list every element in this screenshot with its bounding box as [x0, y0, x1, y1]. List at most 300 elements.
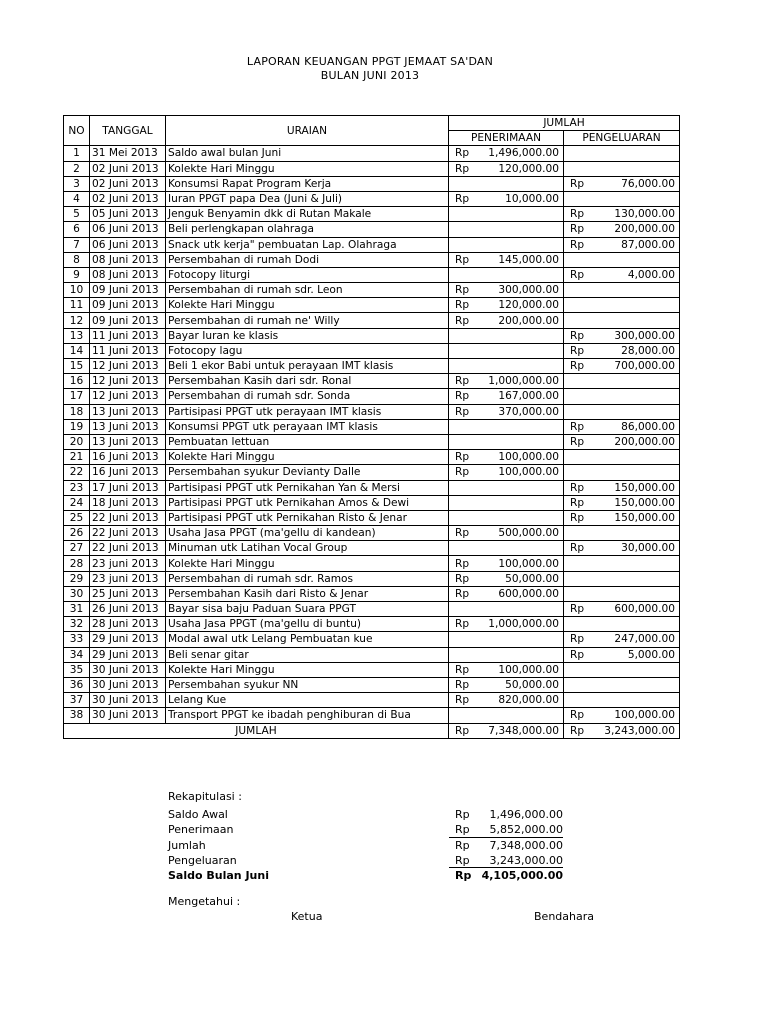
row-date: 12 Juni 2013: [90, 359, 166, 374]
currency-label: Rp: [570, 436, 585, 449]
currency-label: Rp: [455, 853, 470, 867]
row-income-value: 10,000.00: [505, 193, 559, 206]
row-description: Partisipasi PPGT utk Pernikahan Amos & Dewi: [166, 495, 449, 510]
row-date: 16 Juni 2013: [90, 465, 166, 480]
recap-row: [168, 838, 563, 853]
row-description: Persembahan syukur Devianty Dalle: [166, 465, 449, 480]
row-expense: [564, 510, 680, 525]
recap-value: [451, 807, 563, 822]
chair-signature-label: Ketua: [291, 910, 323, 923]
recap-label: Saldo Bulan Juni: [168, 869, 269, 883]
row-income: [449, 267, 564, 282]
row-expense: [564, 267, 680, 282]
currency-label: Rp: [455, 284, 470, 297]
row-number: 26: [64, 526, 90, 541]
table-row: [64, 556, 680, 571]
currency-label: Rp: [455, 466, 470, 479]
currency-label: Rp: [570, 208, 585, 221]
row-description: Partisipasi PPGT utk Pernikahan Yan & Mersi: [166, 480, 449, 495]
row-income-value: 1,000,000.00: [488, 618, 559, 631]
row-expense: [564, 359, 680, 374]
currency-label: Rp: [570, 496, 585, 509]
row-income: [449, 374, 564, 389]
row-number: 27: [64, 541, 90, 556]
total-row: [64, 723, 680, 738]
row-number: 18: [64, 404, 90, 419]
row-date: 09 Juni 2013: [90, 298, 166, 313]
recap-value: [451, 868, 563, 883]
table-row: [64, 237, 680, 252]
row-expense-value: 100,000.00: [614, 709, 676, 722]
recap-label: Penerimaan: [168, 823, 234, 837]
row-description: Persembahan Kasih dari sdr. Ronal: [166, 374, 449, 389]
table-row: [64, 328, 680, 343]
row-expense-value: 28,000.00: [621, 344, 676, 357]
row-expense: [564, 222, 680, 237]
row-date: 23 juni 2013: [90, 571, 166, 586]
row-expense-value: 87,000.00: [621, 238, 676, 251]
row-expense: [564, 252, 680, 267]
row-description: Konsumsi PPGT utk perayaan IMT klasis: [166, 419, 449, 434]
row-number: 22: [64, 465, 90, 480]
row-date: 09 Juni 2013: [90, 283, 166, 298]
row-date: 06 Juni 2013: [90, 237, 166, 252]
row-number: 36: [64, 677, 90, 692]
row-expense-value: 300,000.00: [614, 329, 676, 342]
currency-label: Rp: [570, 329, 585, 342]
row-date: 31 Mei 2013: [90, 146, 166, 161]
row-description: Konsumsi Rapat Program Kerja: [166, 176, 449, 191]
table-row: [64, 708, 680, 723]
row-number: 30: [64, 586, 90, 601]
row-expense: [564, 374, 680, 389]
row-expense-value: 150,000.00: [614, 496, 676, 509]
currency-label: Rp: [570, 223, 585, 236]
row-income-value: 200,000.00: [498, 314, 559, 327]
currency-label: Rp: [570, 268, 585, 281]
row-expense: [564, 313, 680, 328]
row-income: [449, 693, 564, 708]
row-number: 32: [64, 617, 90, 632]
row-description: Pembuatan lettuan: [166, 434, 449, 449]
row-income: [449, 237, 564, 252]
row-income: [449, 708, 564, 723]
row-expense-value: 30,000.00: [621, 542, 676, 555]
currency-label: Rp: [455, 663, 470, 676]
row-expense: [564, 526, 680, 541]
table-row: [64, 662, 680, 677]
currency-label: Rp: [455, 572, 470, 585]
table-row: [64, 632, 680, 647]
row-income: [449, 146, 564, 161]
row-income: [449, 480, 564, 495]
row-income: [449, 647, 564, 662]
row-expense: [564, 283, 680, 298]
row-income: [449, 161, 564, 176]
row-number: 6: [64, 222, 90, 237]
row-income: [449, 328, 564, 343]
row-expense-value: 700,000.00: [614, 360, 676, 373]
known-by-label: Mengetahui :: [168, 895, 241, 908]
report-title: LAPORAN KEUANGAN PPGT JEMAAT SA'DAN: [246, 55, 494, 68]
row-number: 21: [64, 450, 90, 465]
row-income: [449, 677, 564, 692]
row-income-value: 50,000.00: [505, 679, 559, 692]
row-date: 28 Juni 2013: [90, 617, 166, 632]
row-number: 17: [64, 389, 90, 404]
row-income: [449, 343, 564, 358]
row-date: 23 juni 2013: [90, 556, 166, 571]
row-description: Modal awal utk Lelang Pembuatan kue: [166, 632, 449, 647]
row-expense-value: 4,000.00: [627, 268, 676, 281]
currency-label: Rp: [455, 838, 470, 852]
row-income-value: 1,000,000.00: [488, 375, 559, 388]
currency-label: Rp: [570, 344, 585, 357]
row-income-value: 167,000.00: [498, 390, 559, 403]
table-row: [64, 677, 680, 692]
row-number: 15: [64, 359, 90, 374]
row-date: 30 Juni 2013: [90, 693, 166, 708]
currency-label: Rp: [570, 633, 585, 646]
row-income: [449, 252, 564, 267]
currency-label: Rp: [570, 177, 585, 190]
row-income-value: 100,000.00: [498, 451, 559, 464]
table-row: [64, 541, 680, 556]
row-description: Persembahan di rumah Dodi: [166, 252, 449, 267]
row-number: 10: [64, 283, 90, 298]
recap-amount: 3,243,000.00: [489, 853, 563, 867]
currency-label: Rp: [455, 694, 470, 707]
row-description: Partisipasi PPGT utk perayaan IMT klasis: [166, 404, 449, 419]
treasurer-signature-label: Bendahara: [534, 910, 594, 923]
row-expense: [564, 632, 680, 647]
row-number: 8: [64, 252, 90, 267]
row-description: Fotocopy lagu: [166, 343, 449, 358]
row-income: [449, 191, 564, 206]
row-expense: [564, 571, 680, 586]
col-no-header: NO: [64, 116, 90, 146]
row-income: [449, 359, 564, 374]
row-description: Bayar Iuran ke klasis: [166, 328, 449, 343]
row-income: [449, 510, 564, 525]
row-income-value: 820,000.00: [498, 694, 559, 707]
currency-label: Rp: [570, 360, 585, 373]
recap-value: [451, 822, 563, 837]
row-income: [449, 298, 564, 313]
row-description: Beli perlengkapan olahraga: [166, 222, 449, 237]
row-expense: [564, 586, 680, 601]
recap-row: [168, 807, 563, 822]
row-income-value: 370,000.00: [498, 405, 559, 418]
currency-label: Rp: [455, 557, 470, 570]
row-date: 29 Juni 2013: [90, 632, 166, 647]
row-expense-value: 150,000.00: [614, 481, 676, 494]
row-expense: [564, 328, 680, 343]
row-number: 35: [64, 662, 90, 677]
row-description: Jenguk Benyamin dkk di Rutan Makale: [166, 207, 449, 222]
currency-label: Rp: [570, 481, 585, 494]
row-date: 25 Juni 2013: [90, 586, 166, 601]
table-row: [64, 647, 680, 662]
row-income: [449, 313, 564, 328]
total-expense: [564, 723, 680, 738]
recap-section: [168, 789, 563, 883]
row-income: [449, 495, 564, 510]
row-income: [449, 450, 564, 465]
row-expense: [564, 450, 680, 465]
table-row: [64, 146, 680, 161]
currency-label: Rp: [455, 808, 470, 821]
currency-label: Rp: [570, 420, 585, 433]
recap-amount: 1,496,000.00: [489, 808, 563, 821]
table-row: [64, 434, 680, 449]
total-label: JUMLAH: [64, 723, 449, 738]
finance-table: [63, 115, 680, 739]
row-number: 11: [64, 298, 90, 313]
recap-row: [168, 853, 563, 868]
currency-label: Rp: [455, 147, 470, 160]
row-number: 14: [64, 343, 90, 358]
table-row: [64, 374, 680, 389]
currency-label: Rp: [455, 823, 470, 837]
row-income: [449, 222, 564, 237]
row-expense: [564, 343, 680, 358]
row-income: [449, 602, 564, 617]
recap-label: Saldo Awal: [168, 808, 228, 821]
row-date: 26 Juni 2013: [90, 602, 166, 617]
row-income-value: 300,000.00: [498, 284, 559, 297]
row-number: 12: [64, 313, 90, 328]
row-income-value: 100,000.00: [498, 663, 559, 676]
row-expense: [564, 146, 680, 161]
row-description: Usaha Jasa PPGT (ma'gellu di buntu): [166, 617, 449, 632]
row-number: 1: [64, 146, 90, 161]
row-date: 02 Juni 2013: [90, 191, 166, 206]
row-number: 19: [64, 419, 90, 434]
row-income-value: 100,000.00: [498, 557, 559, 570]
row-income-value: 1,496,000.00: [488, 147, 559, 160]
row-date: 17 Juni 2013: [90, 480, 166, 495]
row-income: [449, 556, 564, 571]
row-expense: [564, 708, 680, 723]
row-expense: [564, 237, 680, 252]
row-number: 29: [64, 571, 90, 586]
total-income: [449, 723, 564, 738]
row-expense-value: 200,000.00: [614, 223, 676, 236]
table-row: [64, 571, 680, 586]
currency-label: Rp: [455, 375, 470, 388]
row-income: [449, 526, 564, 541]
row-number: 33: [64, 632, 90, 647]
row-number: 37: [64, 693, 90, 708]
row-income-value: 100,000.00: [498, 466, 559, 479]
currency-label: Rp: [570, 542, 585, 555]
table-row: [64, 222, 680, 237]
row-income: [449, 434, 564, 449]
table-row: [64, 298, 680, 313]
table-row: [64, 450, 680, 465]
row-description: Lelang Kue: [166, 693, 449, 708]
table-row: [64, 176, 680, 191]
row-description: Persembahan di rumah sdr. Ramos: [166, 571, 449, 586]
currency-label: Rp: [570, 724, 585, 737]
row-description: Minuman utk Latihan Vocal Group: [166, 541, 449, 556]
row-income-value: 120,000.00: [498, 162, 559, 175]
row-expense: [564, 298, 680, 313]
row-expense: [564, 556, 680, 571]
row-expense: [564, 662, 680, 677]
row-income: [449, 404, 564, 419]
currency-label: Rp: [455, 527, 470, 540]
recap-label: Pengeluaran: [168, 853, 237, 867]
currency-label: Rp: [455, 724, 470, 737]
row-description: Bayar sisa baju Paduan Suara PPGT: [166, 602, 449, 617]
report-subtitle: BULAN JUNI 2013: [320, 69, 420, 82]
row-expense-value: 247,000.00: [614, 633, 676, 646]
row-expense: [564, 647, 680, 662]
row-income: [449, 662, 564, 677]
row-number: 5: [64, 207, 90, 222]
row-expense-value: 76,000.00: [621, 177, 676, 190]
row-date: 22 Juni 2013: [90, 541, 166, 556]
row-income-value: 500,000.00: [498, 527, 559, 540]
row-date: 02 Juni 2013: [90, 176, 166, 191]
row-description: Fotocopy liturgi: [166, 267, 449, 282]
row-expense-value: 86,000.00: [621, 420, 676, 433]
row-date: 16 Juni 2013: [90, 450, 166, 465]
row-income-value: 120,000.00: [498, 299, 559, 312]
col-desc-header: URAIAN: [166, 116, 449, 146]
table-row: [64, 586, 680, 601]
row-expense: [564, 161, 680, 176]
row-number: 20: [64, 434, 90, 449]
row-description: Beli 1 ekor Babi untuk perayaan IMT klasis: [166, 359, 449, 374]
row-date: 05 Juni 2013: [90, 207, 166, 222]
row-date: 30 Juni 2013: [90, 708, 166, 723]
row-description: Kolekte Hari Minggu: [166, 450, 449, 465]
row-date: 08 Juni 2013: [90, 267, 166, 282]
currency-label: Rp: [455, 299, 470, 312]
row-number: 23: [64, 480, 90, 495]
row-expense: [564, 389, 680, 404]
col-income-header: PENERIMAAN: [449, 131, 564, 146]
row-number: 31: [64, 602, 90, 617]
row-income: [449, 207, 564, 222]
currency-label: Rp: [570, 511, 585, 524]
currency-label: Rp: [455, 869, 472, 883]
col-amount-header: JUMLAH: [449, 116, 680, 131]
row-income-value: 600,000.00: [498, 587, 559, 600]
row-expense: [564, 602, 680, 617]
row-description: Iuran PPGT papa Dea (Juni & Juli): [166, 191, 449, 206]
currency-label: Rp: [455, 253, 470, 266]
row-description: Partisipasi PPGT utk Pernikahan Risto & Jenar: [166, 510, 449, 525]
row-income: [449, 586, 564, 601]
currency-label: Rp: [455, 679, 470, 692]
row-date: 11 Juni 2013: [90, 328, 166, 343]
table-row: [64, 161, 680, 176]
row-description: Persembahan di rumah sdr. Leon: [166, 283, 449, 298]
row-description: Kolekte Hari Minggu: [166, 662, 449, 677]
row-date: 22 Juni 2013: [90, 510, 166, 525]
row-number: 4: [64, 191, 90, 206]
row-income: [449, 389, 564, 404]
row-number: 28: [64, 556, 90, 571]
table-row: [64, 389, 680, 404]
row-expense: [564, 677, 680, 692]
row-date: 13 Juni 2013: [90, 419, 166, 434]
currency-label: Rp: [570, 603, 585, 616]
row-date: 13 Juni 2013: [90, 434, 166, 449]
row-number: 16: [64, 374, 90, 389]
table-row: [64, 359, 680, 374]
row-description: Usaha Jasa PPGT (ma'gellu di kandean): [166, 526, 449, 541]
row-income: [449, 571, 564, 586]
row-number: 38: [64, 708, 90, 723]
row-description: Persembahan di rumah ne' Willy: [166, 313, 449, 328]
row-expense-value: 200,000.00: [614, 436, 676, 449]
row-expense: [564, 176, 680, 191]
row-expense: [564, 617, 680, 632]
total-income-value: 7,348,000.00: [488, 724, 559, 737]
row-income: [449, 419, 564, 434]
row-expense: [564, 191, 680, 206]
row-date: 11 Juni 2013: [90, 343, 166, 358]
row-date: 18 Juni 2013: [90, 495, 166, 510]
recap-amount: 7,348,000.00: [489, 838, 563, 852]
table-row: [64, 191, 680, 206]
row-expense: [564, 480, 680, 495]
row-description: Beli senar gitar: [166, 647, 449, 662]
currency-label: Rp: [455, 587, 470, 600]
row-date: 12 Juni 2013: [90, 374, 166, 389]
recap-amount: 4,105,000.00: [481, 869, 563, 883]
recap-row: [168, 868, 563, 883]
row-date: 29 Juni 2013: [90, 647, 166, 662]
row-number: 13: [64, 328, 90, 343]
currency-label: Rp: [455, 162, 470, 175]
row-expense: [564, 434, 680, 449]
row-description: Snack utk kerja" pembuatan Lap. Olahraga: [166, 237, 449, 252]
row-expense: [564, 541, 680, 556]
table-row: [64, 283, 680, 298]
row-expense-value: 150,000.00: [614, 511, 676, 524]
row-expense-value: 5,000.00: [627, 648, 676, 661]
table-row: [64, 526, 680, 541]
total-expense-value: 3,243,000.00: [604, 724, 676, 737]
row-expense: [564, 207, 680, 222]
table-row: [64, 495, 680, 510]
table-row: [64, 480, 680, 495]
row-number: 3: [64, 176, 90, 191]
table-row: [64, 404, 680, 419]
row-description: Kolekte Hari Minggu: [166, 556, 449, 571]
table-row: [64, 693, 680, 708]
currency-label: Rp: [570, 238, 585, 251]
table-row: [64, 267, 680, 282]
col-expense-header: PENGELUARAN: [564, 131, 680, 146]
row-number: 7: [64, 237, 90, 252]
row-income: [449, 632, 564, 647]
recap-label: Jumlah: [168, 838, 206, 852]
table-row: [64, 465, 680, 480]
currency-label: Rp: [455, 451, 470, 464]
recap-amount: 5,852,000.00: [489, 823, 563, 837]
row-number: 2: [64, 161, 90, 176]
table-row: [64, 602, 680, 617]
row-description: Kolekte Hari Minggu: [166, 161, 449, 176]
row-date: 09 Juni 2013: [90, 313, 166, 328]
